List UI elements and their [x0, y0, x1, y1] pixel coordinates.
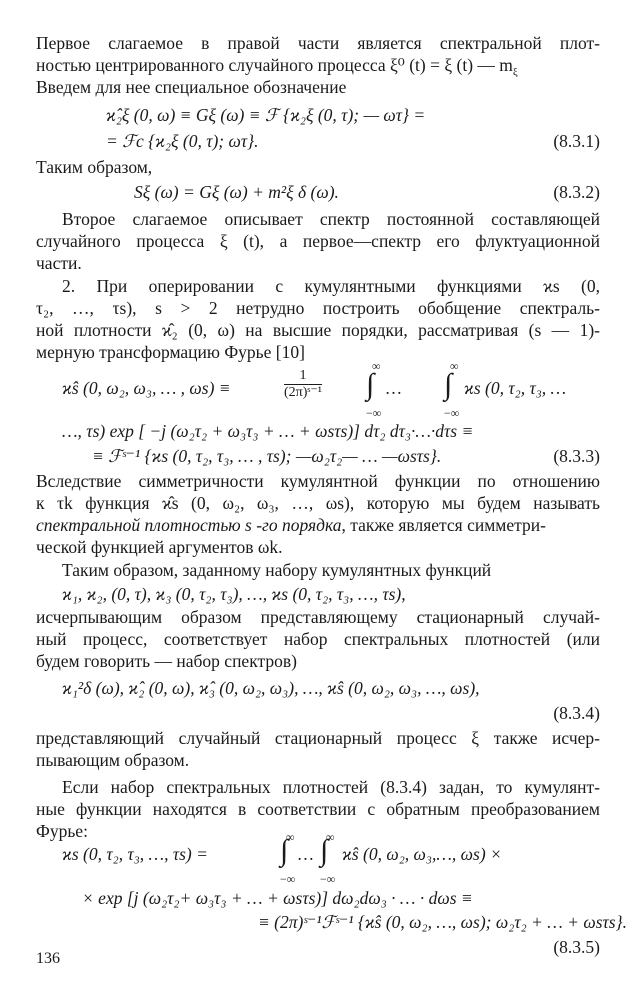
- text-line: Первое слагаемое в правой части является спектральной плот-: [36, 33, 600, 53]
- text-line: пывающим образом.: [36, 750, 190, 770]
- text-line: ной плотности ϰ̂₂ (0, ω) на высшие порядки, рассматривая (s — 1)-: [36, 320, 600, 340]
- text-segment: , также является симметри-: [341, 515, 546, 535]
- equation-number: (8.3.5): [553, 937, 600, 957]
- integral-upper-limit: ∞: [372, 359, 381, 373]
- text-line: Фурье:: [36, 821, 88, 841]
- text-line: ные функции находятся в соответствии с обратным преобразованием: [36, 799, 600, 819]
- ellipsis: …: [386, 378, 402, 398]
- text-line: Если набор спектральных плотностей (8.3.4) задан, то кумулянт-: [62, 777, 600, 797]
- integral-upper-limit: ∞: [450, 359, 459, 373]
- integral-sign: ∫: [280, 834, 289, 867]
- text-line: представляющий случайный стационарный процесс ξ также исчер-: [36, 728, 600, 748]
- equation-8-3-1-line-1: ϰ̂₂ξ (0, ω) ≡ Gξ (ω) ≡ ℱ {ϰ₂ξ (0, τ); — ωτ} =: [106, 105, 426, 125]
- integral-lower-limit: −∞: [444, 406, 460, 420]
- italic-term: спектральной плотностью s -го порядка: [36, 515, 342, 535]
- integral-upper-limit: ∞: [326, 830, 335, 844]
- integrand: ϰs (0, τ₂, τ₃, …: [464, 378, 567, 398]
- integral-sign: ∫: [444, 368, 453, 401]
- text-line: части.: [36, 253, 82, 273]
- text-line: 2. При оперировании с кумулянтными функциями ϰs (0,: [62, 276, 600, 296]
- text-line: Вследствие симметричности кумулянтной функции по отношению: [36, 471, 600, 491]
- fraction: [284, 368, 322, 401]
- equation-number: (8.3.2): [553, 182, 600, 202]
- text-line: мерную трансформацию Фурье [10]: [36, 342, 305, 362]
- equation-8-3-3-line-3: ≡ ℱˢ⁻¹ {ϰs (0, τ₂, τ₃, … , τs); —ω₂τ₂— … —ωsτs}.: [92, 446, 442, 466]
- integral-lower-limit: −∞: [366, 406, 382, 420]
- equation-8-3-1-line-2: = ℱc {ϰ₂ξ (0, τ); ωτ}.: [106, 131, 259, 151]
- equation-8-3-5-lhs: ϰs (0, τ₂, τ₃, …, τs) =: [62, 844, 208, 864]
- integral-lower-limit: −∞: [280, 872, 296, 886]
- text-line: Введем для нее специальное обозначение: [36, 77, 347, 97]
- equation-8-3-3-line-2: …, τs) exp [ −j (ω₂τ₂ + ω₃τ₃ + … + ωsτs)] dτ₂ dτ₃·…·dτs ≡: [62, 421, 474, 441]
- equation-8-3-4: ϰ₁²δ (ω), ϰ̂₂ (0, ω), ϰ̂₃ (0, ω₂, ω₃), …, ϰ̂s (0, ω₂, ω₃, …, ωs),: [62, 678, 480, 698]
- text-line: [36, 514, 600, 537]
- fraction-denominator: (2π)ˢ⁻¹: [284, 385, 322, 400]
- integrand: ϰ̂s (0, ω₂, ω₃,…, ωs) ×: [342, 844, 502, 864]
- text-line: Второе слагаемое описывает спектр постоянной составляющей: [62, 209, 600, 229]
- equation-number: (8.3.1): [553, 131, 600, 151]
- integral-sign: ∫: [320, 834, 329, 867]
- equation-8-3-5-line-2: × exp [j (ω₂τ₂+ ω₃τ₃ + … + ωsτs)] dω₂dω₃ · … · dωs ≡: [82, 888, 473, 908]
- text-line: будем говорить — набор спектров): [36, 651, 297, 671]
- text-line: ческой функцией аргументов ωk.: [36, 537, 283, 557]
- text-segment: ностью центрированного случайного процесса ξ⁰ (t) = ξ (t) — m: [36, 55, 513, 75]
- integral-sign: ∫: [366, 368, 375, 401]
- fraction-numerator: 1: [284, 368, 322, 385]
- cumulant-set: ϰ₁, ϰ₂, (0, τ), ϰ₃ (0, τ₂, τ₃), …, ϰs (0, τ₂, τ₃, …, τs),: [62, 584, 406, 604]
- text-line: τ₂, …, τs), s > 2 нетрудно построить обобщение спектраль-: [36, 298, 600, 318]
- integral-lower-limit: −∞: [320, 872, 336, 886]
- text-line: случайного процесса ξ (t), а первое—спектр его флуктуационной: [36, 231, 600, 251]
- equation-8-3-3-lhs: ϰ̂s (0, ω₂, ω₃, … , ωs) ≡: [62, 378, 231, 398]
- page-number: 136: [36, 950, 60, 967]
- integral-upper-limit: ∞: [286, 830, 295, 844]
- text-line: исчерпывающим образом представляющему стационарный случай-: [36, 607, 600, 627]
- ellipsis: …: [298, 844, 314, 864]
- text-line: к τk функция ϰ̂s (0, ω₂, ω₃, …, ωs), которую мы будем называть: [36, 493, 600, 513]
- equation-8-3-5-line-3: ≡ (2π)ˢ⁻¹ℱˢ⁻¹ {ϰ̂s (0, ω₂, …, ωs); ω₂τ₂ + … + ωsτs}.: [258, 912, 627, 932]
- equation-8-3-2: Sξ (ω) = Gξ (ω) + m²ξ δ (ω).: [134, 182, 339, 202]
- text-line: ный процесс, соответствует набор спектральных плотностей (или: [36, 629, 600, 649]
- text-line: Таким образом, заданному набору кумулянтных функций: [62, 560, 492, 580]
- equation-number: (8.3.4): [553, 703, 600, 723]
- subscript: ξ: [512, 66, 518, 79]
- equation-number: (8.3.3): [553, 446, 600, 466]
- text-line: Таким образом,: [36, 157, 153, 177]
